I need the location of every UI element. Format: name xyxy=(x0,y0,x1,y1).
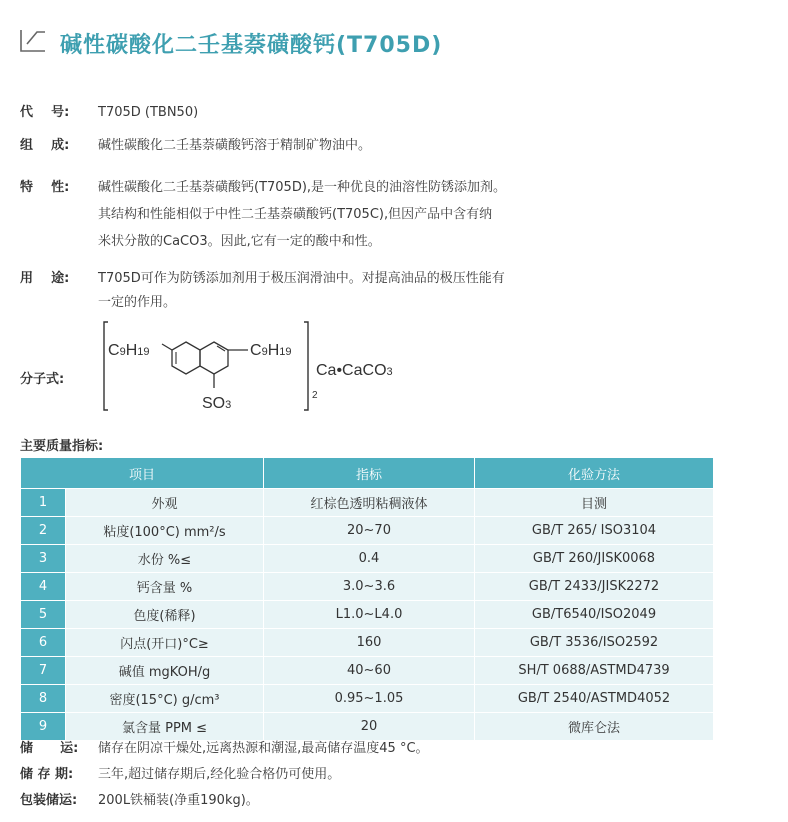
info-label: 用 途: xyxy=(20,271,70,286)
row-value: 红棕色透明粘稠液体 xyxy=(264,489,475,517)
row-item: 密度(15°C) g/cm³ xyxy=(66,685,264,713)
footer-text: 储存在阴凉干燥处,远离热源和潮湿,最高储存温度45 °C。 xyxy=(98,741,429,756)
row-method: GB/T 260/JISK0068 xyxy=(475,545,714,573)
left-alkyl-group: C9H19 xyxy=(108,342,150,359)
row-item: 钙含量 % xyxy=(66,573,264,601)
row-value: L1.0~L4.0 xyxy=(264,601,475,629)
row-item: 水份 %≤ xyxy=(66,545,264,573)
row-method: 目测 xyxy=(475,489,714,517)
row-value: 160 xyxy=(264,629,475,657)
formula-label: 分子式: xyxy=(20,372,65,387)
info-line: 米状分散的CaCO3。因此,它有一定的酸中和性。 xyxy=(98,234,381,249)
info-label: 组 成: xyxy=(20,138,70,153)
table-row xyxy=(21,685,714,713)
info-line: T705D (TBN50) xyxy=(98,105,199,120)
info-line: 一定的作用。 xyxy=(98,295,177,310)
row-value: 20 xyxy=(264,713,475,741)
row-index: 3 xyxy=(21,545,66,573)
spec-title: 主要质量指标: xyxy=(20,439,104,454)
info-line: 碱性碳酸化二壬基萘磺酸钙(T705D),是一种优良的油溶性防锈添加剂。 xyxy=(98,180,507,195)
info-line: 碱性碳酸化二壬基萘磺酸钙溶于精制矿物油中。 xyxy=(98,138,372,153)
row-value: 0.95~1.05 xyxy=(264,685,475,713)
row-method: GB/T 3536/ISO2592 xyxy=(475,629,714,657)
footer-text: 三年,超过储存期后,经化验合格仍可使用。 xyxy=(98,767,341,782)
row-index: 7 xyxy=(21,657,66,685)
row-index: 5 xyxy=(21,601,66,629)
info-label: 特 性: xyxy=(20,180,70,195)
row-index: 8 xyxy=(21,685,66,713)
document-logo-icon xyxy=(18,24,48,54)
table-row xyxy=(21,517,714,545)
row-method: SH/T 0688/ASTMD4739 xyxy=(475,657,714,685)
table-row xyxy=(21,489,714,517)
row-method: 微库仑法 xyxy=(475,713,714,741)
molecular-structure xyxy=(100,318,430,414)
row-value: 0.4 xyxy=(264,545,475,573)
table-row xyxy=(21,601,714,629)
col-header-method: 化验方法 xyxy=(475,458,714,489)
formula-suffix: Ca•CaCO3 xyxy=(316,362,393,379)
row-index: 1 xyxy=(21,489,66,517)
footer-text: 200L铁桶装(净重190kg)。 xyxy=(98,793,259,808)
right-alkyl-group: C9H19 xyxy=(250,342,292,359)
row-index: 6 xyxy=(21,629,66,657)
row-method: GB/T 265/ ISO3104 xyxy=(475,517,714,545)
row-item: 外观 xyxy=(66,489,264,517)
row-value: 3.0~3.6 xyxy=(264,573,475,601)
row-item: 色度(稀释) xyxy=(66,601,264,629)
table-row xyxy=(21,657,714,685)
row-item: 粘度(100°C) mm²/s xyxy=(66,517,264,545)
info-line: T705D可作为防锈添加剂用于极压润滑油中。对提高油品的极压性能有 xyxy=(98,271,505,286)
footer-label: 包装储运: xyxy=(20,793,78,808)
col-header-value: 指标 xyxy=(264,458,475,489)
spec-table xyxy=(20,457,714,741)
footer-label: 储 运: xyxy=(20,741,79,756)
row-method: GB/T 2540/ASTMD4052 xyxy=(475,685,714,713)
page-title: 碱性碳酸化二壬基萘磺酸钙(T705D) xyxy=(60,33,443,58)
row-index: 4 xyxy=(21,573,66,601)
info-label: 代 号: xyxy=(20,105,70,120)
row-method: GB/T6540/ISO2049 xyxy=(475,601,714,629)
sulfonate-group: SO3 xyxy=(202,395,232,412)
row-item: 闪点(开口)°C≥ xyxy=(66,629,264,657)
table-row xyxy=(21,629,714,657)
bracket-subscript: 2 xyxy=(312,390,318,401)
info-line: 其结构和性能相似于中性二壬基萘磺酸钙(T705C),但因产品中含有纳 xyxy=(98,207,493,222)
row-method: GB/T 2433/JISK2272 xyxy=(475,573,714,601)
table-row xyxy=(21,545,714,573)
row-index: 9 xyxy=(21,713,66,741)
row-item: 碱值 mgKOH/g xyxy=(66,657,264,685)
row-value: 20~70 xyxy=(264,517,475,545)
row-item: 氯含量 PPM ≤ xyxy=(66,713,264,741)
col-header-item: 项目 xyxy=(21,458,264,489)
table-row xyxy=(21,573,714,601)
row-value: 40~60 xyxy=(264,657,475,685)
row-index: 2 xyxy=(21,517,66,545)
footer-label: 储 存 期: xyxy=(20,767,74,782)
